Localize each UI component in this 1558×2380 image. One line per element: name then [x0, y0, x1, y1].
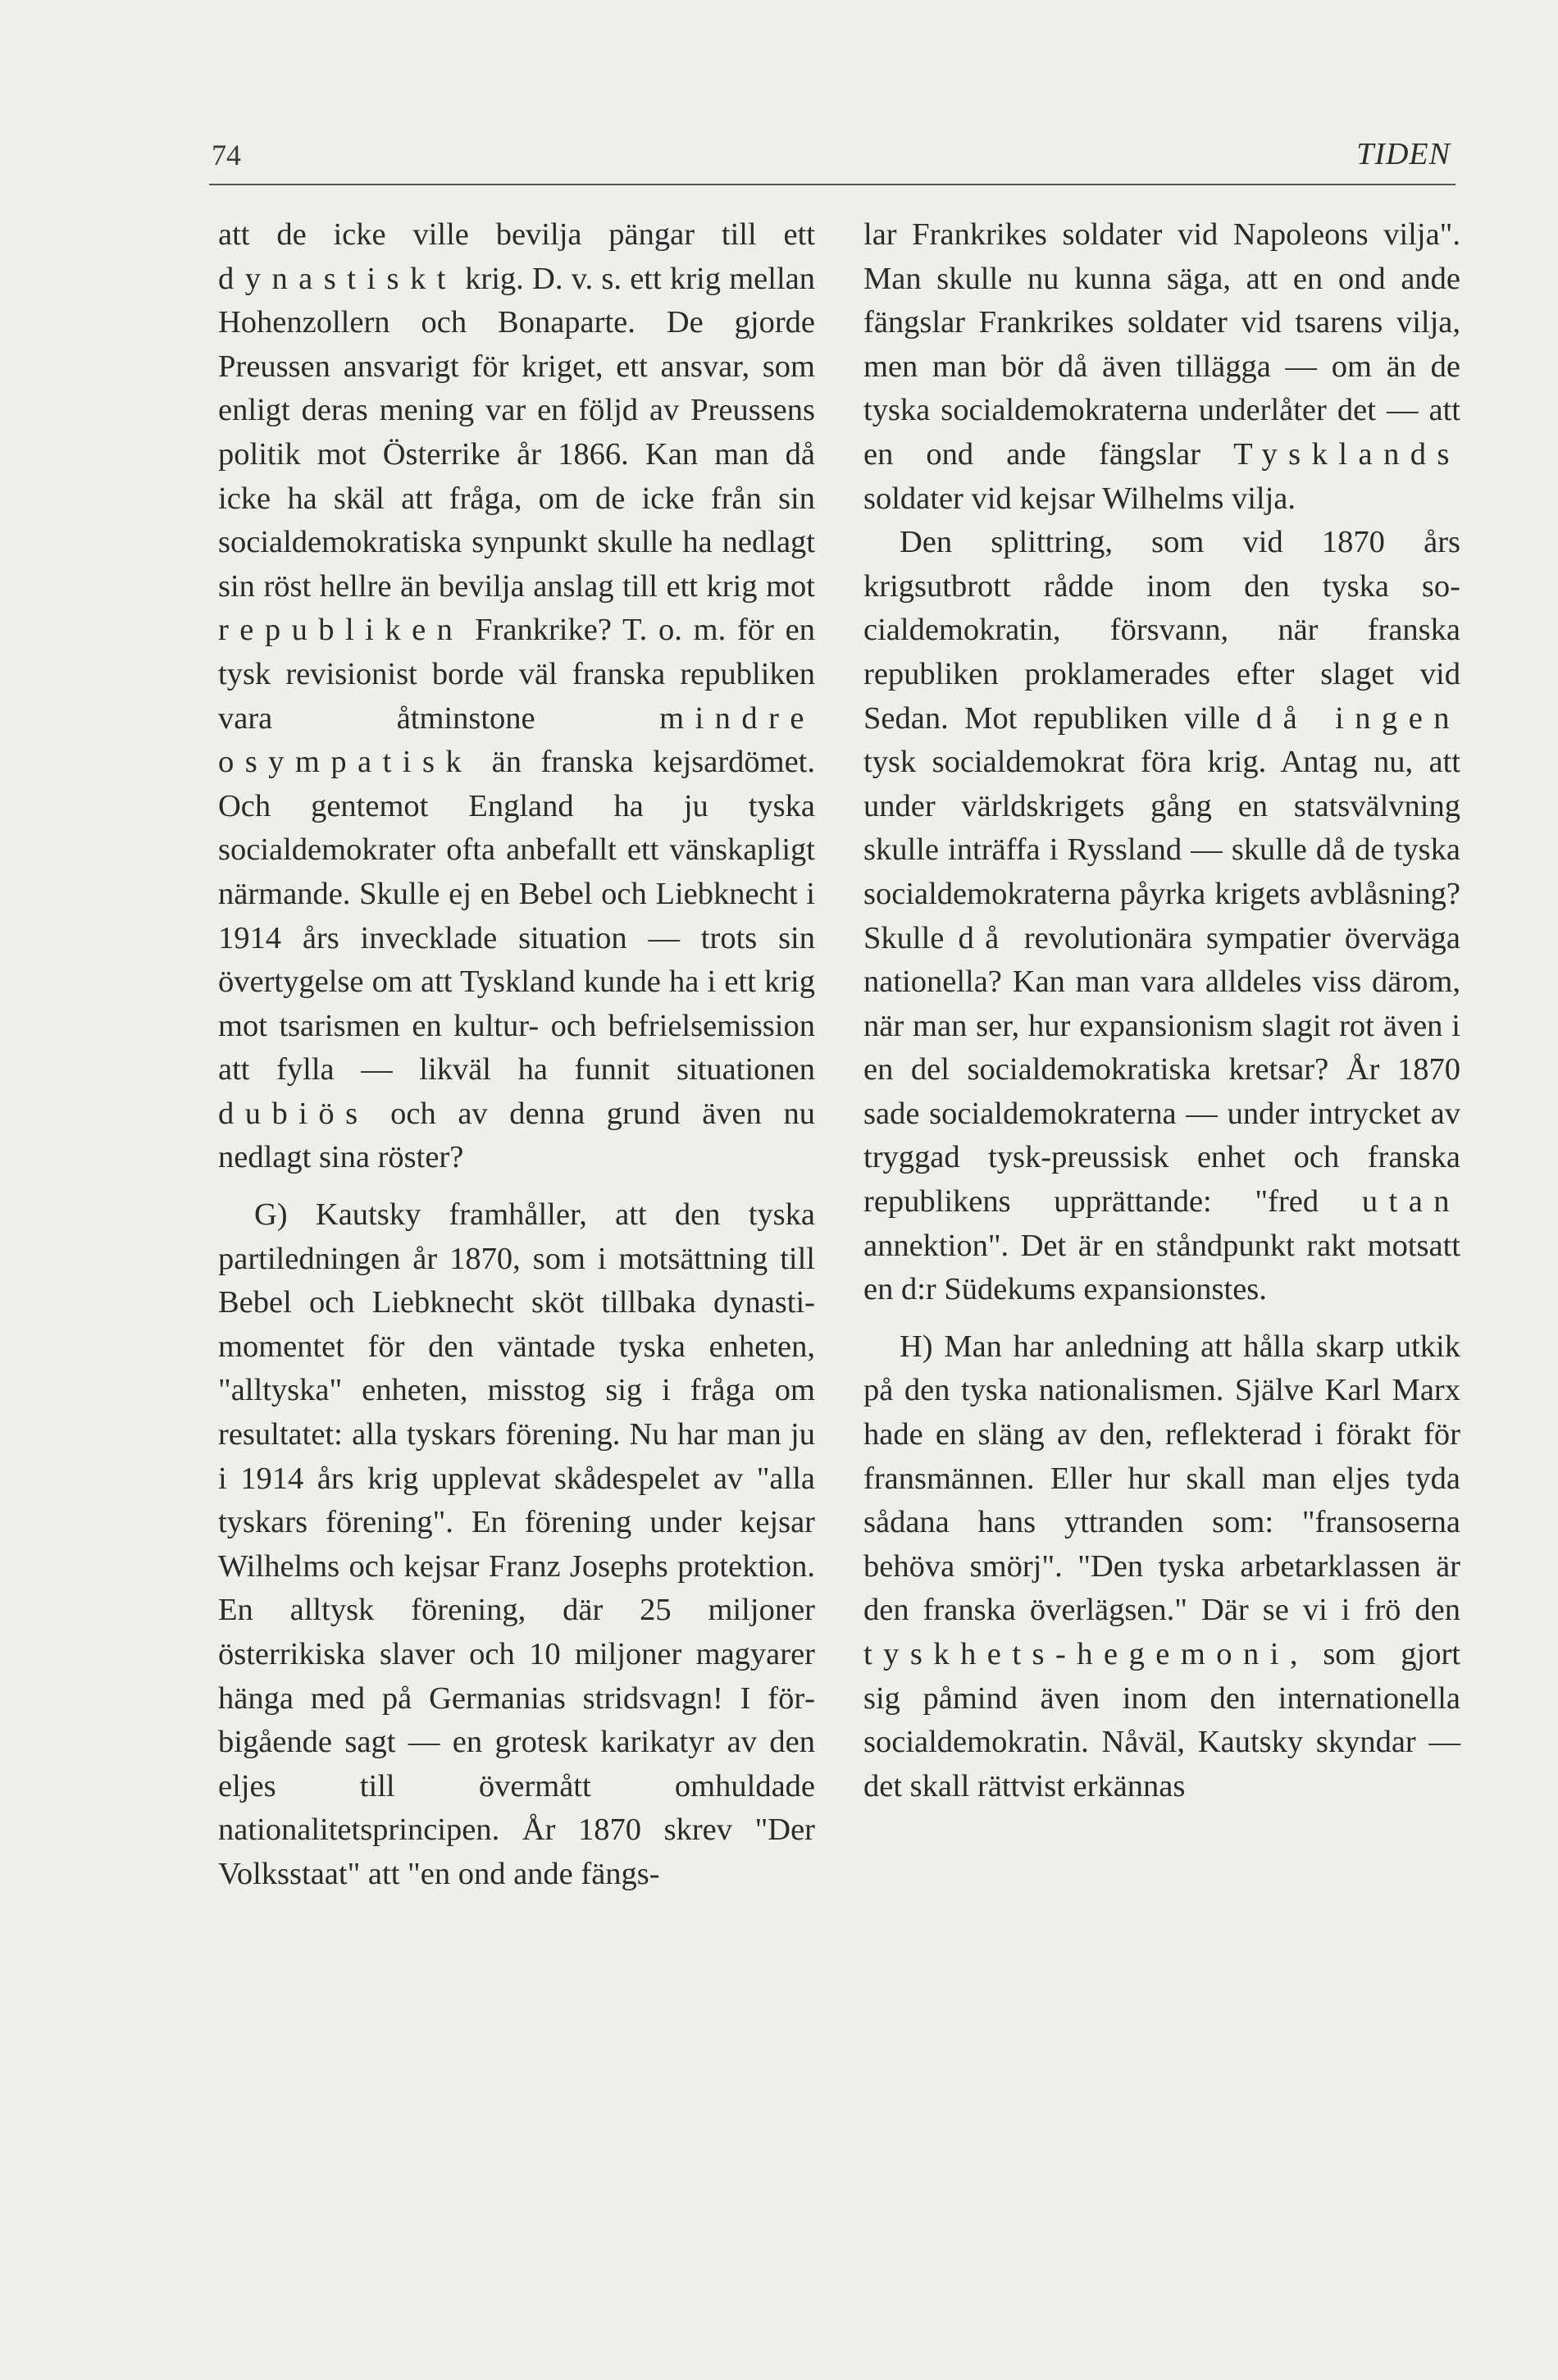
- text-run: H) Man har anledning att hålla skarp utkik på den tyska nationalismen. Själve Karl Marx hade en släng av den, reflekterad i förakt för fransmännen. Eller hur skall man eljes tyda sådana hans yttranden som: "fransoserna behöva smörj". "Den tyska arbetarklassen är den franska överlägsen." Där se vi i frö den: [863, 1329, 1460, 1628]
- emphasis-spaced: tyskhets-hegemoni: [863, 1637, 1290, 1671]
- text-run: och av denna grund även nu nedlagt sina röster?: [218, 1096, 815, 1175]
- emphasis-spaced: då ingen: [1255, 700, 1460, 736]
- running-head: TIDEN: [1356, 137, 1451, 171]
- text-run: Den splittring, som vid 1870 års krigsutbrott rådde inom den tyska socialdemokratin, försvann, när franska republiken proklamerades efter slaget vid Sedan. Mot republiken ville: [863, 525, 1460, 736]
- text-run: annektion". Det är en ståndpunkt rakt motsatt en d:r Südekums expansionstes.: [863, 1228, 1460, 1307]
- text-run: att de icke ville bevilja pängar till ett: [218, 217, 815, 252]
- paragraph-g: G) Kautsky framhåller, att den tyska partiledningen år 1870, som i motsättning till Bebel och Liebknecht sköt tillbaka dynasti-momentet för den väntade tyska enheten, "alltyska" enheten, misstog sig i fråga om resultatet: alla tyskars förening. Nu har man ju i 1914 års krig upplevat skådespelet av "alla tyskars förening". En förening under kejsar Wilhelms och kejsar Franz Josephs protektion. En alltysk förening, där 25 miljoner österrikiska slaver och 10 miljoner magyarer hänga med på Germanias stridsvagn! I förbigående sagt — en grotesk karikatyr av den eljes till övermått omhuldade nationalitetsprincipen. År 1870 skrev "Der Volksstaat" att "en ond ande fängs-: [218, 1197, 815, 1891]
- text-run: än franska kejsardömet. Och gentemot England ha ju tyska socialdemokrater ofta anbefallt ett vänskapligt närmande. Skulle ej en Bebel och Liebknecht i 1914 års invecklade situation — trots sin övertygelse om att Tyskland kunde ha i ett krig mot tsarismen en kultur- och befrielsemission att fylla — likväl ha funnit situationen: [218, 745, 815, 1087]
- header-rule: [209, 184, 1456, 185]
- text-run: soldater vid kejsar Wilhelms vilja.: [863, 481, 1296, 516]
- text-run: krig. D. v. s. ett krig mellan Hohenzollern och Bonaparte. De gjorde Preussen ansvarigt för kriget, ett ansvar, som enligt deras mening var en följd av Preussens politik mot Österrike år 1866. Kan man då icke ha skäl att fråga, om de icke från sin socialdemokratiska synpunkt skulle ha nedlagt sin röst hellre än bevilja anslag till ett krig mot: [218, 261, 815, 604]
- text-run: Frankrike? T. o. m. för en tysk revisionist borde väl franska republiken vara åtminstone: [218, 613, 815, 736]
- emphasis-spaced: Tysklands: [1233, 436, 1460, 472]
- paragraph: [863, 213, 1460, 521]
- emphasis-spaced: mindre osympatisk: [218, 700, 815, 780]
- text-run: tysk socialdemokrat föra krig. Antag nu, att under världskrigets gång en statsvälvning skulle inträffa i Ryssland — skulle då de tyska socialdemokraterna påyrka krigets avblåsning? Skulle: [863, 745, 1460, 955]
- text-run: , som gjort sig påmind även inom den internationella socialdemokratin. Nåväl, Kautsky skyndar — det skall rättvist erkännas: [863, 1637, 1460, 1803]
- emphasis-spaced: då: [958, 920, 1010, 955]
- text-run: revolutionära sympatier överväga nationella? Kan man vara alldeles viss därom, när man ser, hur expansionism slagit rot även i en del socialdemokratiska kretsar? År 1870 sade socialdemokraterna — under intrycket av tryggad tysk-preussisk enhet och franska republikens upprättande: "fred: [863, 920, 1460, 1220]
- paragraph: [863, 521, 1460, 1312]
- paragraph-h: [863, 1325, 1460, 1809]
- paragraph: [218, 213, 815, 1180]
- emphasis-spaced: dynastiskt: [218, 261, 457, 296]
- right-column: [863, 213, 1460, 1808]
- page-number: 74: [212, 139, 241, 171]
- emphasis-spaced: republiken: [218, 613, 464, 648]
- text-run: lar Frankrikes soldater vid Napoleons vilja". Man skulle nu kunna säga, att en ond ande fängslar Frankrikes soldater vid tsarens vilja, men man bör då även tillägga — om än de tyska socialdemokraterna underlåter det — att en ond ande fängslar: [863, 217, 1460, 472]
- emphasis-spaced: utan: [1361, 1184, 1460, 1220]
- emphasis-spaced: dubiös: [218, 1096, 369, 1131]
- left-column: [218, 213, 815, 1897]
